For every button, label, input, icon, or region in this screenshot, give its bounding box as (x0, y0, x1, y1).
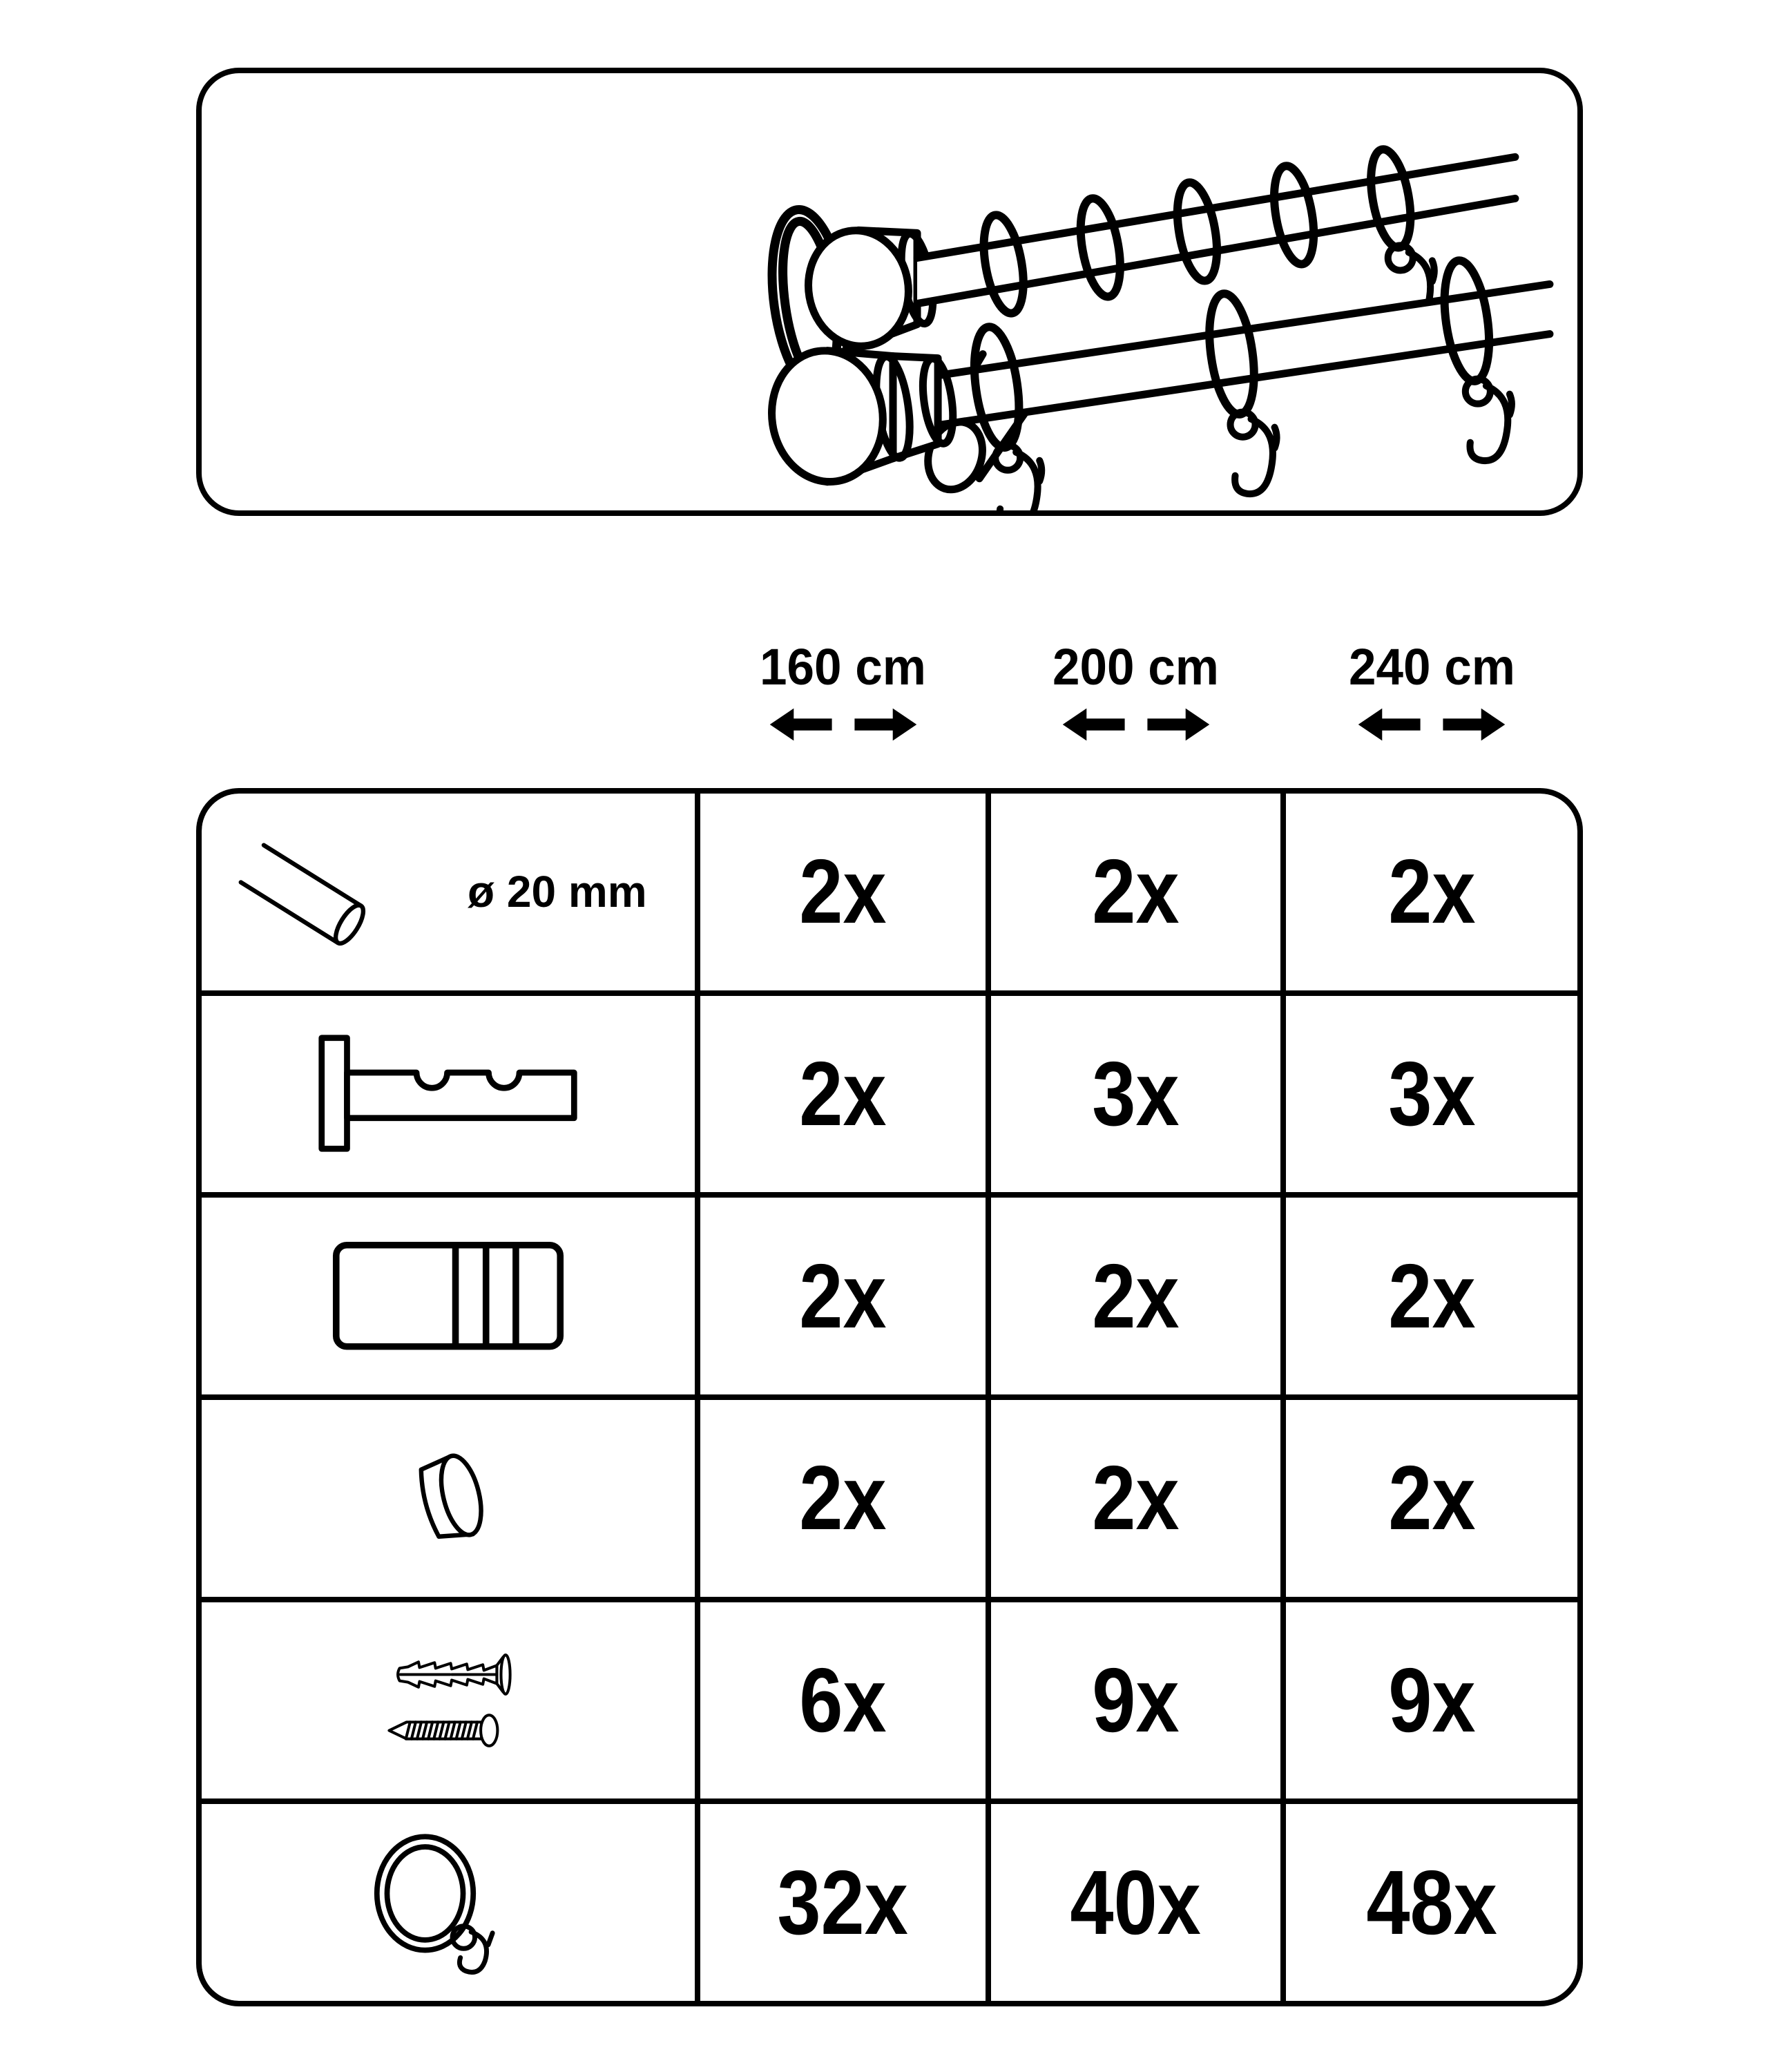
size-column-header-160 (700, 640, 986, 747)
table-row-ring-part (202, 1804, 695, 2001)
wall-plug-screw-icon (366, 1647, 530, 1755)
product-illustration-box (196, 68, 1583, 516)
qty-rod-200: 2x (991, 794, 1280, 990)
qty-bracket-160: 2x (700, 996, 986, 1193)
table-row-rod-part (202, 794, 695, 990)
qty-plug-200: 9x (991, 1602, 1280, 1799)
size-label: 200 cm (1053, 638, 1219, 696)
size-label: 240 cm (1348, 638, 1515, 696)
qty-ring-200: 40x (991, 1804, 1280, 2001)
qty-endcap-160: 2x (700, 1400, 986, 1597)
table-row-plug-screw-part (202, 1602, 695, 1799)
size-column-header-200 (991, 640, 1280, 747)
size-column-header-240 (1286, 640, 1577, 747)
double-curtain-rod-illustration (202, 73, 1577, 510)
double-bracket-icon (316, 1033, 580, 1156)
table-row-bracket-part (202, 996, 695, 1193)
qty-ring-160: 32x (700, 1804, 986, 2001)
qty-bracket-200: 3x (991, 996, 1280, 1193)
extent-arrows-icon (700, 706, 986, 747)
parts-quantity-table (196, 788, 1583, 2006)
qty-ring-240: 48x (1286, 1804, 1577, 2001)
qty-connector-160: 2x (700, 1198, 986, 1394)
qty-bracket-240: 3x (1286, 996, 1577, 1193)
curtain-rod-icon (238, 829, 407, 955)
qty-plug-240: 9x (1286, 1602, 1577, 1799)
qty-rod-160: 2x (700, 794, 986, 990)
qty-rod-240: 2x (1286, 794, 1577, 990)
qty-plug-160: 6x (700, 1602, 986, 1799)
extent-arrows-icon (1286, 706, 1577, 747)
end-cap-icon (401, 1444, 495, 1553)
qty-connector-200: 2x (991, 1198, 1280, 1394)
extent-arrows-icon (991, 706, 1280, 747)
qty-endcap-240: 2x (1286, 1400, 1577, 1597)
size-label: 160 cm (760, 638, 926, 696)
table-row-connector-part (202, 1198, 695, 1394)
qty-endcap-200: 2x (991, 1400, 1280, 1597)
table-row-endcap-part (202, 1400, 695, 1597)
curtain-ring-hook-icon (372, 1830, 500, 1975)
rod-diameter-label: ø 20 mm (468, 867, 647, 917)
rod-connector-icon (332, 1241, 564, 1350)
qty-connector-240: 2x (1286, 1198, 1577, 1394)
